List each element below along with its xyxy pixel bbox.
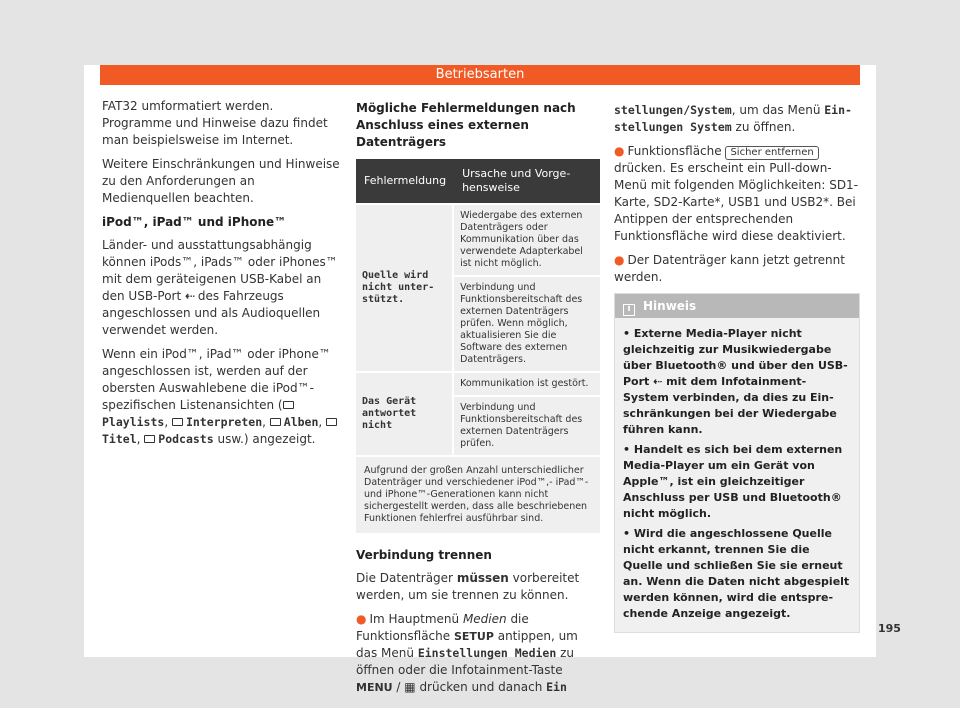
list-name: Alben xyxy=(283,415,319,429)
text: drücken und danach xyxy=(415,680,547,694)
folder-icon xyxy=(144,435,155,443)
folder-icon xyxy=(326,418,337,426)
paragraph xyxy=(614,102,860,136)
bullet-icon: ● xyxy=(614,144,625,158)
list-name: Titel xyxy=(102,432,137,446)
table-header-cell: Fehlermeldung xyxy=(356,159,454,203)
table-title: Mögliche Fehlermeldungen nach Anschluss eines externen Datenträgers xyxy=(356,101,576,149)
table-row xyxy=(356,205,600,275)
hint-title: Hinweis xyxy=(643,299,697,313)
text: zu öffnen. xyxy=(731,120,796,134)
error-code-cell: Quelle wird nicht unterstützt. xyxy=(356,205,454,371)
menu-path: Einstellungen Medien xyxy=(417,646,557,660)
folder-icon xyxy=(283,401,294,409)
list-name: Podcasts xyxy=(158,432,214,446)
text: Länder- und ausstattungsabhängig können iPods™, iPads™ oder iPhones™ mit dem geräteigenen USB-Kabel an den USB-Port xyxy=(102,238,338,303)
text: usw.) angezeigt. xyxy=(213,432,316,446)
usb-icon: ⇠ xyxy=(185,289,195,303)
cause-cell: Verbindung und Funktionsbereitschaft des externen Datenträgers prüfen. xyxy=(454,397,600,455)
error-table xyxy=(356,157,600,535)
text: Der Datenträger kann jetzt getrennt werden. xyxy=(614,253,845,284)
table-row xyxy=(356,457,600,533)
bullet-icon: ● xyxy=(356,612,367,626)
cause-cell: Kommunikation ist gestört. xyxy=(454,373,600,395)
bullet-icon: ● xyxy=(614,253,625,267)
hint-body xyxy=(615,318,859,632)
folder-icon xyxy=(172,418,183,426)
cause-cell: Verbindung und Funktionsbereitschaft des externen Datenträgers prüfen. Wenn möglich, aktualisieren Sie die Software des externen Datenträgers. xyxy=(454,277,600,371)
text: Wenn ein iPod™, iPad™ oder iPhone™ angeschlossen ist, werden auf der obersten Auswahlebene die iPod™-spezifischen Listenansichten ( xyxy=(102,347,331,412)
paragraph xyxy=(102,237,342,339)
menu-key: MENU xyxy=(356,681,393,694)
cause-cell: Wiedergabe des externen Datenträgers oder Kommunikation über das verwendete Adapterkabel ist nicht möglich. xyxy=(454,205,600,275)
section-header: Betriebsarten xyxy=(100,65,860,85)
text: Die Datenträger xyxy=(356,571,457,585)
bullet-item: ● Im Hauptmenü Medien die Funktionsfläche SETUP antippen, um das Menü Einstellungen Medien zu öffnen oder die Infotainment-Taste MENU / ▦ drücken und danach Ein xyxy=(356,612,578,694)
folder-icon xyxy=(270,418,281,426)
menu-path: stellungen/System xyxy=(614,103,732,117)
info-icon: i xyxy=(623,304,635,316)
list-name: Playlists xyxy=(102,415,165,429)
table-footnote: Aufgrund der großen Anzahl unterschiedlicher Datenträger und verschiedener iPod™,- iPad™- und iPhone™-Generationen kann nicht sichergestellt werden, dass alle beschriebenen Funktionen fehlerfrei ausführbar sind. xyxy=(356,457,600,533)
hint-header xyxy=(615,294,859,318)
menu-path: Einstellungen System xyxy=(614,103,852,134)
safe-remove-button: Sicher entfernen xyxy=(725,146,818,160)
bullet-item xyxy=(614,143,860,245)
text: Funktionsfläche xyxy=(627,144,726,158)
hint-text: Externe Media-Player nicht gleichzeitig zur Musikwiedergabe über Bluetooth® und über den USB-Port ⇠ mit dem Infotainment-System verbinden, da dies zu Einschränkungen bei der Wiedergabe führen kann. xyxy=(623,327,848,436)
setup-key: SETUP xyxy=(453,630,494,643)
section-heading: Verbindung trennen xyxy=(356,548,492,562)
text: die Funktionsfläche xyxy=(356,612,529,643)
hint-text: Handelt es sich bei dem externen Media-Player um ein Gerät von Apple™, ist ein gleichzeitiger Anschluss per USB und Bluetooth® nicht möglich. xyxy=(623,443,843,520)
bullet-item xyxy=(614,252,860,286)
text: zu öffnen oder die Infotainment-Taste xyxy=(356,646,575,677)
paragraph xyxy=(356,570,600,604)
page-number: 195 xyxy=(878,622,901,635)
list-name: Interpreten xyxy=(185,415,263,429)
text: antippen, um das Menü xyxy=(356,629,578,660)
paragraph: FAT32 umformatiert werden. Programme und Hinweise dazu findet man beispielsweise im Internet. xyxy=(102,99,328,147)
hint-text: Wird die angeschlossene Quelle nicht erkannt, trennen Sie die Quelle und schließen Sie sie erneut an. Wenn die Daten nicht abgespielt werden können, wird die entsprechende Anzeige angezeigt. xyxy=(623,527,850,620)
error-code-cell: Das Gerät antwortet nicht xyxy=(356,373,454,455)
text: , um das Menü xyxy=(731,103,825,117)
apps-icon: ▦ xyxy=(404,680,416,694)
column-right xyxy=(614,102,860,633)
text: vorbereitet werden, um sie trennen zu können. xyxy=(356,571,580,602)
hint-item: • Externe Media-Player nicht gleichzeitig zur Musikwiedergabe über Bluetooth® und über den USB-Port ⇠ mit dem Infotainment-System verbinden, da dies zu Einschränkungen bei der Wiedergabe führen kann. xyxy=(623,327,848,436)
menu-path: Ein xyxy=(546,680,567,694)
column-middle xyxy=(356,98,600,703)
text: des Fahrzeugs angeschlossen und als Audioquellen verwendet werden. xyxy=(102,289,321,337)
hint-item: • Handelt es sich bei dem externen Media-Player um ein Gerät von Apple™, ist ein gleichzeitiger Anschluss per USB und Bluetooth® nicht möglich. xyxy=(623,443,843,520)
section-heading: iPod™, iPad™ und iPhone™ xyxy=(102,215,287,229)
menu-name: Medien xyxy=(462,612,507,626)
table-header-cell: Ursache und Vorgehensweise xyxy=(454,159,600,203)
text: drücken. Es erscheint ein Pull-down-Menü mit folgenden Möglichkeiten: SD1-Karte, SD2-Karte*, USB1 und USB2*. Bei Antippen der entsprechenden Funktionsfläche wird diese deaktiviert. xyxy=(614,161,859,243)
hint-item: • Wird die angeschlossene Quelle nicht erkannt, trennen Sie die Quelle und schließen Sie sie erneut an. Wenn die Daten nicht abgespielt werden können, wird die entsprechende Anzeige angezeigt. xyxy=(623,527,850,620)
paragraph: Wenn ein iPod™, iPad™ oder iPhone™ angeschlossen ist, werden auf der obersten Auswahlebene die iPod™-spezifischen Listenansichten (Playlists, Interpreten, Alben, Titel, Podcasts usw.) angezeigt. xyxy=(102,346,342,448)
table-row xyxy=(356,373,600,395)
paragraph: Weitere Einschränkungen und Hinweise zu den Anforderungen an Medienquellen beachten. xyxy=(102,157,340,205)
column-left xyxy=(102,98,342,455)
emphasis: müssen xyxy=(456,571,509,585)
hint-box xyxy=(614,293,860,633)
text: Im Hauptmenü xyxy=(369,612,463,626)
